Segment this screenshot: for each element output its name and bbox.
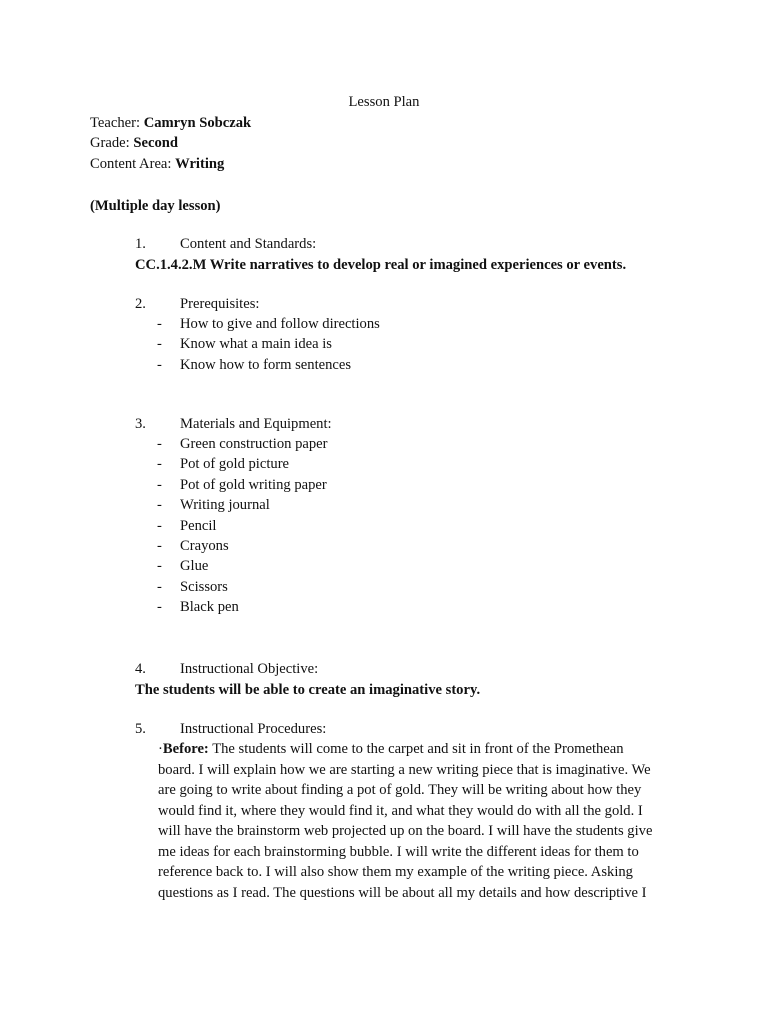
procedure-line-3: are going to write about finding a pot of gold. They will be writing about how they (158, 782, 642, 798)
grade-line (90, 133, 178, 154)
section-1-number: 1. (135, 236, 146, 252)
section-3-heading: Materials and Equipment: (180, 416, 332, 432)
section-1-heading-row (135, 234, 316, 255)
grade-label: Grade: (90, 135, 130, 151)
section-5-heading-row (135, 719, 326, 740)
document-title: Lesson Plan (348, 94, 420, 110)
middle-dot-bullet: · (158, 741, 163, 757)
grade-value: Second (133, 135, 178, 151)
list-item: - Pot of gold writing paper (157, 475, 328, 495)
section-5-number: 5. (135, 721, 146, 737)
materials-list (157, 434, 328, 618)
procedure-line-5: will have the brainstorm web projected up on the board. I will have the students give (158, 823, 653, 839)
dash-bullet: - (157, 316, 162, 332)
dash-bullet: - (157, 356, 162, 373)
section-1-heading: Content and Standards: (180, 236, 317, 252)
dash-bullet: - (157, 497, 162, 514)
procedure-line-1: ·Before: The students will come to the carpet and sit in front of the Promethean (158, 741, 624, 757)
section-4-heading: Instructional Objective: (180, 661, 319, 677)
content-area-value: Writing (175, 156, 225, 172)
list-item: - Glue (157, 556, 328, 576)
dash-bullet: - (157, 456, 162, 473)
list-item: - Writing journal (157, 495, 328, 515)
teacher-label: Teacher: (90, 115, 141, 131)
list-item: - Scissors (157, 577, 328, 597)
procedure-line-4: would find it, where they would find it, and what they would do with all the gold. I (158, 803, 643, 819)
procedure-line-7: reference back to. I will also show them my example of the writing piece. Asking (158, 864, 633, 880)
procedure-line-2: board. I will explain how we are starting a new writing piece that is imaginative. We (158, 762, 651, 778)
teacher-name: Camryn Sobczak (143, 115, 252, 131)
list-item: - Crayons (157, 536, 328, 556)
list-item: - Know how to form sentences (157, 355, 380, 375)
dash-bullet: - (157, 436, 162, 452)
dash-bullet: - (157, 599, 162, 616)
instructional-objective: The students will be able to create an imaginative story. (135, 682, 481, 698)
multi-day-note: (Multiple day lesson) (90, 198, 221, 214)
procedure-line-8: questions as I read. The questions will be about all my details and how descriptive I (158, 885, 647, 901)
dash-bullet: - (157, 558, 162, 575)
section-4-heading-row (135, 659, 318, 680)
list-item: - Pencil (157, 516, 328, 536)
section-2-heading-row (135, 294, 259, 315)
list-item: - How to give and follow directions (157, 314, 380, 334)
list-item: - Green construction paper (157, 434, 328, 454)
prerequisites-list (157, 314, 380, 375)
section-4-number: 4. (135, 661, 146, 677)
before-label: Before: (162, 741, 209, 757)
section-2-heading: Prerequisites: (180, 296, 260, 312)
dash-bullet: - (157, 517, 162, 534)
dash-bullet: - (157, 537, 162, 554)
content-area-label: Content Area: (90, 156, 172, 172)
section-3-heading-row (135, 414, 332, 435)
list-item: - Know what a main idea is (157, 334, 380, 354)
list-item: - Black pen (157, 597, 328, 617)
dash-bullet: - (157, 336, 162, 353)
procedure-line-6: me ideas for each brainstorming bubble. I will write the different ideas for them to (158, 844, 639, 860)
section-5-heading: Instructional Procedures: (180, 721, 327, 737)
teacher-line (90, 113, 251, 134)
section-3-number: 3. (135, 416, 146, 432)
list-item: - Pot of gold picture (157, 454, 328, 474)
section-2-number: 2. (135, 296, 146, 312)
content-area-line (90, 154, 224, 175)
dash-bullet: - (157, 476, 162, 493)
dash-bullet: - (157, 578, 162, 595)
content-standard: CC.1.4.2.M Write narratives to develop real or imagined experiences or events. (135, 257, 627, 273)
